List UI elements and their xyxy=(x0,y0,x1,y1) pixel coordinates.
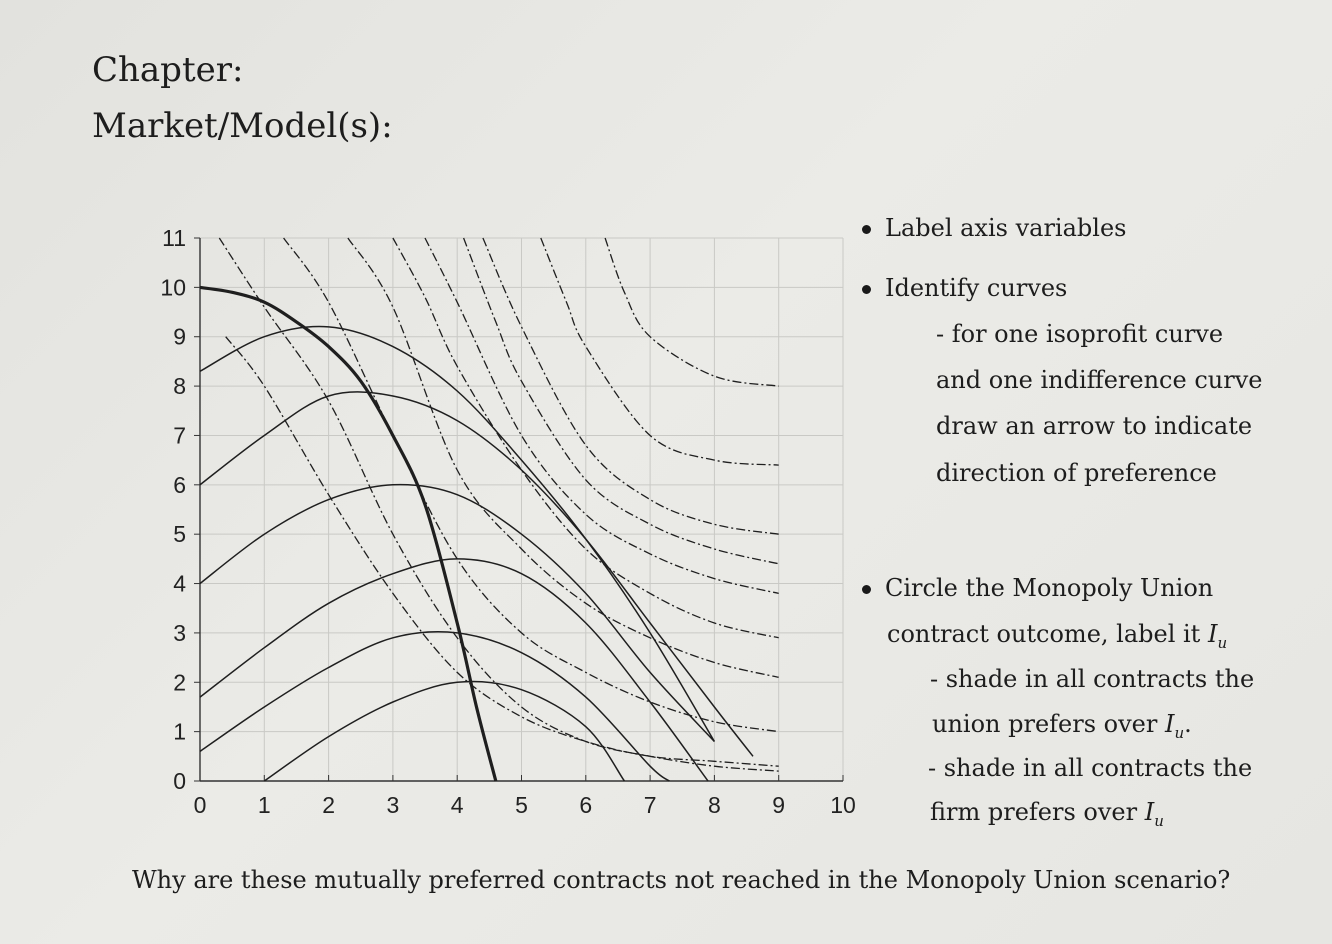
instruction-text: Identify curves xyxy=(885,274,1068,302)
y-tick-label: 5 xyxy=(173,521,186,548)
y-tick-label: 1 xyxy=(173,718,186,745)
y-tick-label: 6 xyxy=(173,471,186,498)
x-tick-label: 7 xyxy=(643,792,657,818)
indifference-curve xyxy=(226,337,779,767)
instruction-sub-line xyxy=(887,622,1227,651)
instruction-text: Label axis variables xyxy=(885,214,1127,242)
chapter-label: Chapter: xyxy=(92,50,244,90)
symbol-sub: u xyxy=(1174,723,1185,742)
symbol-main: I xyxy=(1144,798,1155,826)
x-tick-label: 5 xyxy=(515,792,528,818)
instruction-sub-line: - shade in all contracts the xyxy=(928,754,1253,782)
instruction-sub-line: union prefers over $I_u$. xyxy=(932,710,1192,742)
x-tick-label: 8 xyxy=(708,792,721,818)
symbol-main: I xyxy=(1207,620,1218,648)
indifference-curve xyxy=(605,238,779,386)
indifference-curve xyxy=(425,238,779,593)
indifference-curve xyxy=(541,238,779,465)
instruction-label-axes xyxy=(862,216,1126,240)
x-tick-label: 3 xyxy=(386,792,400,818)
instruction-text: union prefers over xyxy=(932,710,1165,738)
symbol-sub: u xyxy=(1217,633,1228,652)
y-tick-label: 10 xyxy=(160,274,186,301)
symbol-main: I xyxy=(1164,710,1175,738)
x-tick-label: 10 xyxy=(830,792,856,818)
chart-curves xyxy=(200,238,779,781)
y-tick-label: 7 xyxy=(173,422,186,449)
question-text: Why are these mutually preferred contracts not reached in the Monopoly Union scenario? xyxy=(132,866,1231,894)
market-model-label: Market/Model(s): xyxy=(92,106,393,146)
instruction-sub-line xyxy=(930,800,1164,829)
instruction-circle-outcome xyxy=(862,576,1213,600)
instruction-sub-line: and one indifference curve xyxy=(936,366,1263,394)
bullet-icon xyxy=(862,285,871,294)
indifference-curve xyxy=(219,238,778,771)
y-tick-label: 4 xyxy=(173,570,186,597)
x-tick-label: 2 xyxy=(322,792,335,818)
bullet-icon xyxy=(862,585,871,594)
x-tick-label: 9 xyxy=(772,792,786,818)
chart-grid xyxy=(200,238,843,781)
instruction-identify-curves xyxy=(862,276,1067,300)
symbol-sub: u xyxy=(1154,811,1164,830)
y-tick-label: 3 xyxy=(173,619,186,646)
instruction-sub-line: - for one isoprofit curve xyxy=(936,320,1224,348)
instruction-sub-line: draw an arrow to indicate xyxy=(936,412,1253,440)
x-tick-label: 4 xyxy=(450,792,464,818)
y-tick-label: 8 xyxy=(173,373,186,400)
instruction-text: firm prefers over xyxy=(930,798,1145,826)
instruction-sub-line: - shade in all contracts the xyxy=(930,665,1255,693)
bullet-icon xyxy=(862,225,871,234)
instruction-text: contract outcome, label it xyxy=(887,620,1208,648)
instruction-text: Circle the Monopoly Union xyxy=(885,574,1214,602)
y-tick-label: 0 xyxy=(173,768,186,794)
x-tick-label: 0 xyxy=(193,792,207,818)
x-tick-label: 6 xyxy=(579,792,593,818)
y-tick-label: 9 xyxy=(173,323,186,350)
y-tick-label: 2 xyxy=(173,669,186,696)
instruction-sub-line: direction of preference xyxy=(936,459,1217,487)
isoprofit-curve xyxy=(200,632,669,781)
x-tick-label: 1 xyxy=(257,792,271,818)
y-tick-label: 11 xyxy=(162,225,186,251)
